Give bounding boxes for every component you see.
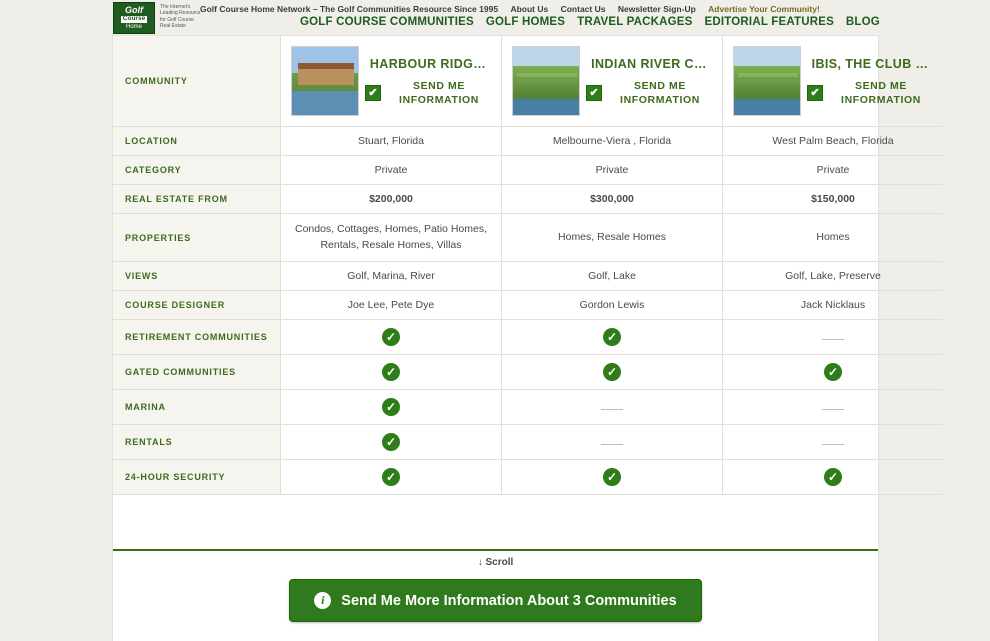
- table-row-rentals: [113, 425, 943, 460]
- community-thumbnail-3[interactable]: [733, 46, 801, 116]
- dash-icon: [822, 331, 844, 340]
- views-value-1[interactable]: Golf, Marina, River: [281, 261, 502, 290]
- top-link-contact-us[interactable]: Contact Us: [560, 4, 606, 14]
- location-value-2: Melbourne-Viera , Florida: [502, 127, 723, 156]
- check-icon: ✓: [382, 398, 400, 416]
- row-label-community: COMMUNITY: [113, 36, 281, 127]
- properties-value-2[interactable]: Homes, Resale Homes: [502, 214, 723, 261]
- check-icon: ✓: [824, 468, 842, 486]
- community-thumbnail-2[interactable]: [512, 46, 580, 116]
- gated-cell-2: [502, 355, 723, 390]
- table-row-real-estate-from: [113, 185, 943, 214]
- logo-line-1: Golf: [125, 5, 143, 16]
- course-designer-value-2[interactable]: Gordon Lewis: [502, 291, 723, 320]
- row-label-location: LOCATION: [113, 127, 281, 156]
- check-icon: ✓: [603, 363, 621, 381]
- check-icon: ✓: [382, 328, 400, 346]
- send-more-information-button[interactable]: [289, 579, 701, 622]
- row-label-views: VIEWS: [113, 261, 281, 290]
- nav-editorial-features[interactable]: EDITORIAL FEATURES: [704, 16, 834, 28]
- nav-golf-course-communities[interactable]: GOLF COURSE COMMUNITIES: [300, 16, 474, 28]
- marina-cell-2: [502, 390, 723, 425]
- gated-cell-3: [723, 355, 944, 390]
- row-label-24-hour-security: 24-HOUR SECURITY: [113, 460, 281, 495]
- security-cell-3: [723, 460, 944, 495]
- sticky-footer-bar: [113, 549, 878, 641]
- rentals-cell-3: [723, 425, 944, 460]
- category-value-1: Private: [281, 156, 502, 185]
- top-link-newsletter-sign-up[interactable]: Newsletter Sign-Up: [617, 4, 696, 14]
- top-utility-nav: [200, 4, 820, 14]
- check-icon: ✓: [603, 328, 621, 346]
- dash-icon: [601, 401, 623, 410]
- send-info-label-3: SEND ME INFORMATION: [841, 79, 921, 106]
- top-link-advertise-your-community[interactable]: Advertise Your Community!: [708, 4, 820, 14]
- community-name-2[interactable]: INDIAN RIVER C…: [591, 56, 707, 71]
- send-info-label-2: SEND ME INFORMATION: [620, 79, 700, 106]
- table-row-24-hour-security: [113, 460, 943, 495]
- community-name-1[interactable]: HARBOUR RIDG…: [369, 56, 487, 71]
- logo-line-3: Home: [125, 23, 142, 30]
- table-row-community: [113, 36, 943, 127]
- community-cell-2: [502, 36, 723, 127]
- check-icon: ✓: [382, 468, 400, 486]
- security-cell-2: [502, 460, 723, 495]
- properties-value-1[interactable]: Condos, Cottages, Homes, Patio Homes, Rentals, Resale Homes, Villas: [281, 214, 502, 261]
- check-icon: ✓: [382, 433, 400, 451]
- nav-blog[interactable]: BLOG: [845, 16, 880, 28]
- send-info-checkbox-1[interactable]: ✔: [365, 85, 381, 101]
- thumbnail-building-shape: [517, 73, 577, 83]
- table-row-course-designer: [113, 291, 943, 320]
- views-value-3[interactable]: Golf, Lake, Preserve: [723, 261, 944, 290]
- category-value-2: Private: [502, 156, 723, 185]
- row-label-category: CATEGORY: [113, 156, 281, 185]
- marina-cell-1: [281, 390, 502, 425]
- security-cell-1: [281, 460, 502, 495]
- row-label-gated-communities: GATED COMMUNITIES: [113, 355, 281, 390]
- rentals-cell-1: [281, 425, 502, 460]
- row-label-course-designer: COURSE DESIGNER: [113, 291, 281, 320]
- retirement-cell-1: [281, 320, 502, 355]
- table-row-category: [113, 156, 943, 185]
- community-thumbnail-1[interactable]: [291, 46, 359, 116]
- send-info-checkbox-3[interactable]: ✔: [807, 85, 823, 101]
- top-link-about-us[interactable]: About Us: [510, 4, 549, 14]
- logo-line-2: Course: [122, 15, 146, 23]
- table-row-properties: [113, 214, 943, 261]
- send-more-information-label: Send Me More Information About 3 Communities: [341, 592, 677, 609]
- price-value-3: $150,000: [723, 185, 944, 214]
- send-info-checkbox-2[interactable]: ✔: [586, 85, 602, 101]
- properties-value-3[interactable]: Homes: [723, 214, 944, 261]
- price-value-1: $200,000: [281, 185, 502, 214]
- site-header: [0, 0, 990, 36]
- main-nav: [300, 16, 880, 28]
- retirement-cell-3: [723, 320, 944, 355]
- row-label-rentals: RENTALS: [113, 425, 281, 460]
- nav-travel-packages[interactable]: TRAVEL PACKAGES: [577, 16, 693, 28]
- check-icon: ✓: [382, 363, 400, 381]
- send-info-label-1: SEND ME INFORMATION: [399, 79, 479, 106]
- comparison-table: [113, 36, 943, 495]
- marina-cell-3: [723, 390, 944, 425]
- row-label-properties: PROPERTIES: [113, 214, 281, 261]
- scroll-hint[interactable]: ↓ Scroll: [477, 557, 514, 568]
- course-designer-value-1[interactable]: Joe Lee, Pete Dye: [281, 291, 502, 320]
- table-row-location: [113, 127, 943, 156]
- nav-golf-homes[interactable]: GOLF HOMES: [485, 16, 566, 28]
- retirement-cell-2: [502, 320, 723, 355]
- community-name-3[interactable]: IBIS, THE CLUB …: [811, 56, 929, 71]
- row-label-real-estate-from: REAL ESTATE FROM: [113, 185, 281, 214]
- community-cell-3: [723, 36, 944, 127]
- table-row-gated-communities: [113, 355, 943, 390]
- thumbnail-water-shape: [513, 99, 579, 115]
- thumbnail-water-shape: [292, 91, 358, 115]
- thumbnail-building-shape: [298, 63, 354, 85]
- dash-icon: [822, 436, 844, 445]
- row-label-marina: MARINA: [113, 390, 281, 425]
- price-value-2: $300,000: [502, 185, 723, 214]
- gated-cell-1: [281, 355, 502, 390]
- site-tagline: The Internet's Leading Resource for Golf Course Real Estate: [160, 4, 201, 29]
- info-icon: i: [314, 592, 331, 609]
- check-icon: ✓: [824, 363, 842, 381]
- dash-icon: [601, 436, 623, 445]
- dash-icon: [822, 401, 844, 410]
- course-designer-value-3[interactable]: Jack Nicklaus: [723, 291, 944, 320]
- thumbnail-building-shape: [738, 73, 798, 83]
- location-value-1: Stuart, Florida: [281, 127, 502, 156]
- table-row-views: [113, 261, 943, 290]
- views-value-2[interactable]: Golf, Lake: [502, 261, 723, 290]
- thumbnail-water-shape: [734, 99, 800, 115]
- site-logo[interactable]: [113, 2, 155, 34]
- check-icon: ✓: [603, 468, 621, 486]
- rentals-cell-2: [502, 425, 723, 460]
- network-text: Golf Course Home Network – The Golf Communities Resource Since 1995: [200, 4, 499, 14]
- row-label-retirement-communities: RETIREMENT COMMUNITIES: [113, 320, 281, 355]
- category-value-3: Private: [723, 156, 944, 185]
- community-cell-1: [281, 36, 502, 127]
- location-value-3: West Palm Beach, Florida: [723, 127, 944, 156]
- table-row-retirement-communities: [113, 320, 943, 355]
- table-row-marina: [113, 390, 943, 425]
